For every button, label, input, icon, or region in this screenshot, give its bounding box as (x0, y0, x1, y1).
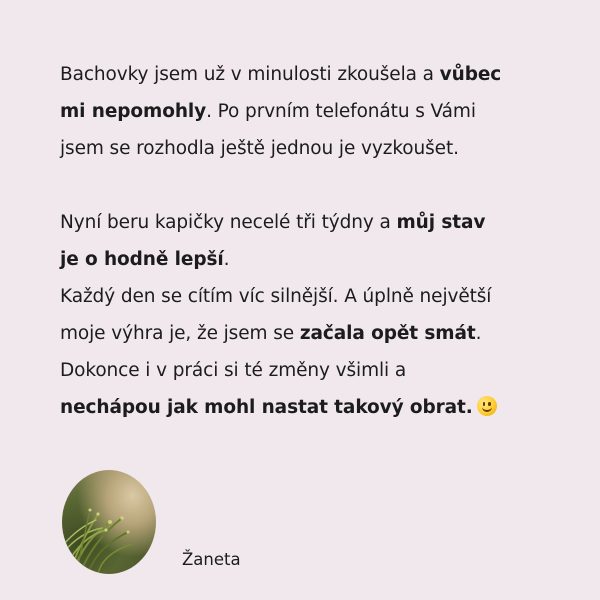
text-segment: Každý den se cítím víc silnější. A úplně největší (60, 286, 492, 307)
testimonial-line (60, 130, 580, 167)
author-avatar (62, 470, 156, 574)
testimonial-line (60, 56, 580, 93)
text-segment: . (223, 249, 230, 270)
text-segment: Dokonce i v práci si té změny všimli a (60, 360, 407, 381)
author-name: Žaneta (182, 550, 241, 569)
text-segment: moje výhra je, že jsem se (60, 323, 300, 344)
paragraph-gap (60, 167, 580, 204)
emphasized-text: mi nepomohly (60, 101, 207, 122)
emphasized-text: nechápou jak mohl nastat takový obrat. (60, 397, 473, 418)
testimonial-line (60, 389, 580, 426)
testimonial-line (60, 241, 580, 278)
testimonial-line (60, 315, 580, 352)
testimonial-line (60, 204, 580, 241)
emphasized-text: začala opět smát (299, 323, 476, 344)
text-segment: Bachovky jsem už v minulosti zkoušela a (60, 64, 440, 85)
text-segment: jsem se rozhodla ještě jednou je vyzkoušet. (60, 138, 459, 159)
testimonial-line (60, 278, 580, 315)
slightly-smiling-face-icon (477, 396, 497, 416)
emphasized-text: vůbec (439, 64, 502, 85)
testimonial-line (60, 352, 580, 389)
emphasized-text: můj stav (396, 212, 486, 233)
text-segment: . (475, 323, 482, 344)
text-segment: Nyní beru kapičky necelé tři týdny a (60, 212, 397, 233)
testimonial-line (60, 93, 580, 130)
testimonial-text (60, 56, 580, 426)
grass-photo-icon (62, 470, 156, 574)
emphasized-text: je o hodně lepší (60, 249, 224, 270)
text-segment: . Po prvním telefonátu s Vámi (206, 101, 476, 122)
